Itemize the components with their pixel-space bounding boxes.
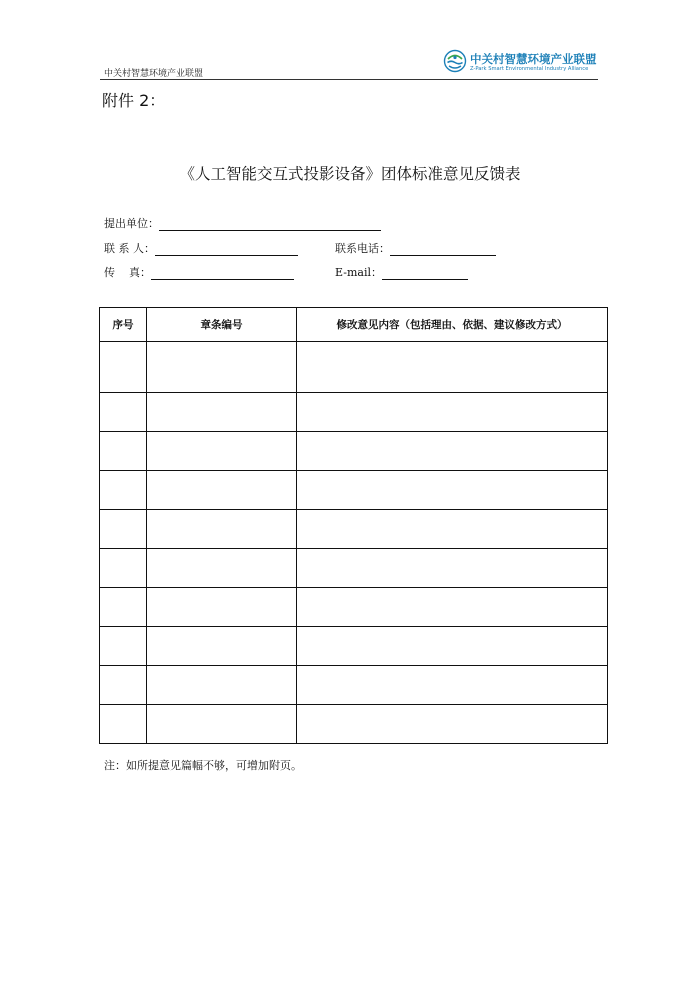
contact-field <box>104 240 298 256</box>
table-row <box>100 393 608 432</box>
table-cell[interactable] <box>147 705 297 744</box>
table-row <box>100 627 608 666</box>
table-row <box>100 588 608 627</box>
table-cell[interactable] <box>297 705 608 744</box>
header-cell-content: 修改意见内容（包括理由、依据、建议修改方式） <box>297 308 608 342</box>
table-cell[interactable] <box>100 705 147 744</box>
phone-input-line[interactable] <box>390 243 496 256</box>
unit-input-line[interactable] <box>159 218 381 231</box>
table-cell[interactable] <box>100 393 147 432</box>
attachment-label: 附件 2： <box>102 91 166 110</box>
table-row <box>100 666 608 705</box>
email-label: E-mail： <box>335 266 382 279</box>
table-cell[interactable] <box>100 432 147 471</box>
phone-label: 联系电话： <box>335 242 390 255</box>
header-divider <box>100 79 598 80</box>
fax-field <box>104 264 294 280</box>
logo-english-name: Z-Park Smart Environmental Industry Alliance <box>470 66 589 72</box>
logo-chinese-name: 中关村智慧环境产业联盟 <box>470 52 597 66</box>
table-cell[interactable] <box>147 510 297 549</box>
table-cell[interactable] <box>297 666 608 705</box>
fax-input-line[interactable] <box>151 267 294 280</box>
table-row <box>100 705 608 744</box>
feedback-table <box>99 307 608 744</box>
table-cell[interactable] <box>100 471 147 510</box>
table-cell[interactable] <box>147 432 297 471</box>
table-row <box>100 432 608 471</box>
table-row <box>100 471 608 510</box>
table-cell[interactable] <box>147 342 297 393</box>
table-cell[interactable] <box>147 666 297 705</box>
table-cell[interactable] <box>297 588 608 627</box>
table-cell[interactable] <box>147 393 297 432</box>
table-cell[interactable] <box>297 471 608 510</box>
footnote: 注：如所提意见篇幅不够，可增加附页。 <box>104 759 302 772</box>
table-cell[interactable] <box>297 549 608 588</box>
email-input-line[interactable] <box>382 267 468 280</box>
table-row <box>100 549 608 588</box>
table-cell[interactable] <box>147 549 297 588</box>
table-cell[interactable] <box>100 588 147 627</box>
table-cell[interactable] <box>147 627 297 666</box>
table-cell[interactable] <box>147 588 297 627</box>
table-row <box>100 342 608 393</box>
table-row <box>100 510 608 549</box>
unit-field <box>104 215 381 231</box>
contact-input-line[interactable] <box>155 243 298 256</box>
header-cell-clause: 章条编号 <box>147 308 297 342</box>
table-header-row <box>100 308 608 342</box>
unit-label: 提出单位： <box>104 217 159 230</box>
table-cell[interactable] <box>297 393 608 432</box>
table-cell[interactable] <box>297 627 608 666</box>
table-cell[interactable] <box>100 549 147 588</box>
fax-label: 传 真： <box>104 266 151 279</box>
document-title: 《人工智能交互式投影设备》团体标准意见反馈表 <box>179 165 521 183</box>
contact-label: 联 系 人： <box>104 242 155 255</box>
table-cell[interactable] <box>297 510 608 549</box>
header-org-name: 中关村智慧环境产业联盟 <box>104 69 204 79</box>
header-cell-index: 序号 <box>100 308 147 342</box>
table-cell[interactable] <box>147 471 297 510</box>
header-logo <box>443 49 603 77</box>
table-cell[interactable] <box>297 432 608 471</box>
table-cell[interactable] <box>297 342 608 393</box>
table-cell[interactable] <box>100 627 147 666</box>
table-cell[interactable] <box>100 342 147 393</box>
alliance-logo-icon <box>443 49 467 73</box>
table-cell[interactable] <box>100 510 147 549</box>
email-field <box>335 264 468 280</box>
phone-field <box>335 240 496 256</box>
table-cell[interactable] <box>100 666 147 705</box>
